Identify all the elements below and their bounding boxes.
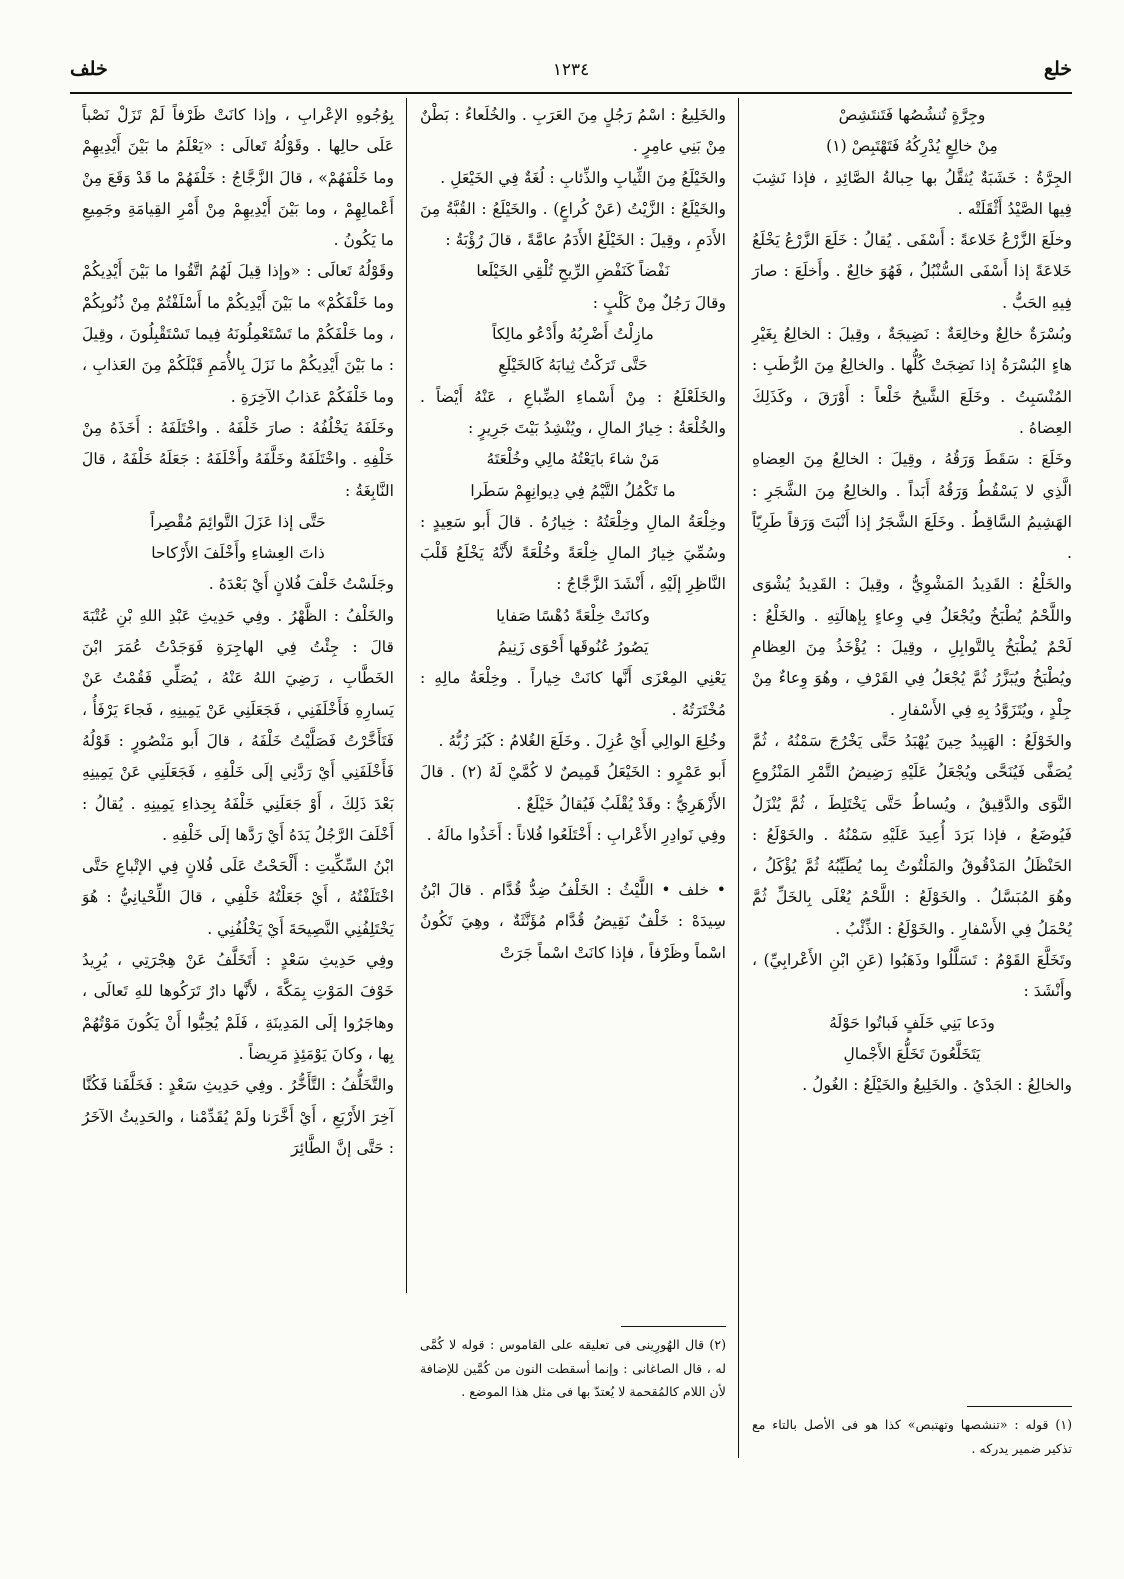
verse-line: يَتَخَلَّعُونَ تَخَلُّعَ الأَجْمالِ <box>843 1044 981 1063</box>
verse-line: مازِلْتُ أَضْرِبُهُ وأَدْعُو مالِكاً <box>492 325 654 344</box>
paragraph: وقالَ رَجُلٌ مِنْ كَلْبٍ : <box>592 293 726 312</box>
verse-line: حَتَّى تَرَكْتُ ثِيابَهُ كَالخَيْلَعِ <box>498 356 648 375</box>
paragraph: والخالِعُ : الجَدْيُ . والخَلِيعُ والخَيْلَعُ : الغُولُ . <box>802 1076 1072 1095</box>
paragraph: والخَلِيعُ : اسْمُ رَجُلٍ مِنَ العَرَبِ . والخُلَعاءُ : بَطْنٌ مِنْ بَنِي عامِرٍ . <box>420 106 726 156</box>
verse-line: ما تَكْمُلُ التَّيْمُ فِي دِيوانِهِمْ سَطَرا <box>470 481 676 500</box>
paragraph: يَعْنِي المِعْزَى أَنَّها كانَتْ خِياراً . وخِلْعَةُ مالِهِ : مُخْتَرَتُهُ . <box>420 669 726 719</box>
headword-left: خلف <box>70 58 108 80</box>
verse-line: حَتَّى إذا عَزَلَ التَّوائِمَ مُقْصِراً <box>150 512 326 531</box>
paragraph: والتَّخَلُّفُ : التَّأَخُّرُ . وفِي حَدِيثِ سَعْدٍ : فَخَلَّفَنا فَكُنَّا آخِرَ الأَرْبَعِ ، أَيْ أَخَّرَنا ولَمْ يُقَدِّمْنا ، والحَدِيثُ الآخَرُ : حَتَّى إنَّ الطَّائِرَ <box>82 1076 394 1157</box>
paragraph: وفِي حَدِيثِ سَعْدٍ : أَتَخَلَّفُ عَنْ هِجْرَتِي ، يُرِيدُ خَوْفَ المَوْتِ بِمَكَّةَ ، لأَنَّها دارٌ تَرَكُوها للهِ تَعالَى ، وهاجَرُوا إلَى المَدِينَةِ ، فَلَمْ يُحِبُّوا أَنْ يَكُونَ مَوْتُهُمْ بِها ، وكانَ يَوْمَئِذٍ مَرِيضاً . <box>82 951 394 1063</box>
footnote: (٢) قال الهُورِينى فى تعليقه على القاموس : قوله لا كُمَّى له ، قال الصاغانى : وإنما أسقطت النون من كُمَّين للإضافة لأن اللام كالمُقحمة لا يُعتدّ بها فى مثل هذا الموضع . <box>420 1337 726 1399</box>
footnote: (١) قوله : «تنشصها وتهتبص» كذا هو فى الأصل بالتاء مع تذكير ضمير يدركه . <box>752 1417 1072 1456</box>
column-left <box>82 100 394 1164</box>
column-right <box>752 100 1072 1102</box>
paragraph: والخَوْلَعُ : الهَبِيدُ حِينَ يُهْبَدُ حَتَّى يَخْرُجَ سَمْنُهُ ، ثُمَّ يُصَفَّى فَيُنَحَّى ويُجْعَلُ عَلَيْهِ رَضِيضُ التَّمْرِ المَنْزُوعِ النَّوَى والدَّقِيقُ ، ويُساطُ حَتَّى يَخْتَلِطَ ، ثُمَّ يُنْزَلُ فَيُوضَعُ ، فإذا بَرَدَ أُعِيدَ عَلَيْهِ سَمْنُهُ . والخَوْلَعُ : الحَنْظَلُ المَدْقُوقُ والمَلْتُوتُ بِما يُطَيِّبُهُ ثُمَّ يُؤْكَلُ ، وهُوَ المُبَسَّلُ . والخَوْلَعُ : اللَّحْمُ يُغْلَى بِالخَلِّ ثُمَّ يُحْمَلُ فِي الأَسْفارِ . والخَوْلَعُ : الذِّئْبُ . <box>752 731 1072 938</box>
paragraph: ابْنُ السِّكِّيتِ : أَلْحَحْتُ عَلَى فُلانٍ فِي الإتْباعِ حَتَّى اخْتَلَفْتُهُ ، أَيْ جَعَلْتُهُ خَلْفِي ، قالَ اللِّحْيانِيُّ : هُوَ يَخْتَلِفُنِي النَّصِيحَةَ أَيْ يَخْلُفُنِي . <box>82 857 394 938</box>
paragraph: أَبو عَمْرٍو : الخَيْعَلُ قَمِيصٌ لا كُمَّيْ لَهُ (٢) . قالَ الأَزْهَرِيُّ : وقَدْ يُقْلَبُ فَيُقالُ خَيْلَعٌ . <box>420 763 726 813</box>
footnotes-right <box>752 1400 1072 1460</box>
paragraph: وجَلَسْتُ خَلْفَ فُلانٍ أَيْ بَعْدَهُ . <box>208 575 394 594</box>
paragraph: وقَوْلُهُ تَعالَى : «وإذا قِيلَ لَهُمُ اتَّقُوا ما بَيْنَ أَيْدِيكُمْ وما خَلْفَكُمْ» ما بَيْنَ أَيْدِيكُمْ ما أَسْلَفْتُمْ مِنْ ذُنُوبِكُمْ ، وما خَلْفَكُمْ ما تَسْتَعْمِلُونَهُ فِيما تَسْتَقْبِلُونَ ، وقِيلَ : ما بَيْنَ أَيْدِيكُمْ ما نَزَلَ بِالأُمَمِ قَبْلَكُمْ مِنَ العَذابِ ، وما خَلْفَكُمْ عَذابُ الآخِرَةِ . <box>82 262 394 406</box>
column-divider-left <box>406 98 407 1293</box>
paragraph: الجِرَّةُ : خَشَبَةٌ يُثقَّلُ بها حِبالةُ الصَّائِدِ ، فإذا نَشِبَ فِيها الصَّيْدُ أَثْقَلَتْه . <box>752 168 1072 218</box>
verse-line: ودَعا بَنِي خَلَفٍ فَباتُوا حَوْلَهُ <box>829 1013 995 1032</box>
paragraph: والخَلْعُ : القَدِيدُ المَشْوِيُّ ، وقِيلَ : القَدِيدُ يُشْوَى واللَّحْمُ يُطْبَخُ ويُجْعَلُ فِي وِعاءٍ بِإهالَتِهِ . والخَلْعُ : لَحْمٌ يُطْبَخُ بِالتَّوابِلِ ، وقِيلَ : يُؤْخَذُ مِنَ العِظامِ ويُطْبَخُ ويُبَزَّرُ ثُمَّ يُجْعَلُ فِي القَرْفِ ، وهُوَ وِعاءٌ مِنْ جِلْدٍ ، ويُتَزَوَّدُ بِهِ فِي الأَسْفارِ . <box>752 575 1072 719</box>
page-header <box>70 52 1072 92</box>
paragraph: والخَيْلَعُ مِنَ الثِّيابِ والذِّئابِ : لُغَةٌ فِي الخَيْعَلِ . <box>440 168 726 187</box>
paragraph: وخُلِعَ الوالِي أَيْ عُزِلَ . وخَلَعَ الغُلامُ : كَبُرَ زُبُّهُ . <box>438 731 726 750</box>
column-middle <box>420 100 726 969</box>
paragraph: وفِي نَوادِرِ الأَعْرابِ : أَخْتَلَعُوا فُلاناً : أَخَذُوا مالَهُ . <box>426 825 726 844</box>
verse-line: نَفْضاً كَنَفْضِ الرِّيحِ تُلْقِي الخَيْلَعا <box>476 262 670 281</box>
paragraph: وخِلْعَةُ المالِ وخِلْعَتُهُ : خِيارُهُ . قالَ أَبو سَعِيدٍ : وسُمِّيَ خِيارُ المالِ خِلْعَةً وخُلْعَةً لأَنَّهُ يَخْلَعُ قَلْبَ النَّاظِرِ إلَيْهِ ، أَنْشَدَ الزَّجَّاجُ : <box>420 512 726 594</box>
paragraph: والخَيْلَعُ : الزَّيْتُ (عَنْ كُراعٍ) . والخَيْلَعُ : القُبَّةُ مِنَ الأَدَمِ ، وقِيلَ : الخَيْلَعُ الأَدَمُ عامَّةً ، قالَ رُؤْبَةُ : <box>420 199 726 250</box>
paragraph: وبُسْرَةٌ خالِعٌ وخالِعَةٌ : نَضِيجَةٌ ، وقِيلَ : الخالِعُ بِغَيْرِ هاءٍ البُسْرَةُ إذا نَضِجَتْ كُلُّها . والخالِعُ مِنَ الرُّطَبِ : المُنْسَبِتُ . وخَلَعَ الشَّيحُ خَلْعاً : أَوْرَقَ ، وكَذَلِكَ العِضاهُ . <box>752 325 1072 437</box>
column-divider-right <box>738 98 739 1458</box>
paragraph: بِوُجُوهِ الإعْرابِ ، وإذا كانَتْ ظَرْفاً لَمْ تَزَلْ نَصْباً عَلَى حالِها . وقَوْلُهُ تَعالَى : «يَعْلَمُ ما بَيْنَ أَيْدِيهِمْ وما خَلْفَهُمْ» ، قالَ الزَّجَّاجُ : خَلْفَهُمْ ما قَدْ وَقَعَ مِنْ أَعْمالِهِمْ ، وما بَيْنَ أَيْدِيهِمْ مِنْ أَمْرِ القِيامَةِ وجَمِيعِ ما يَكُونُ . <box>82 106 394 250</box>
verse-line: مِنْ خالِعٍ يُدْرِكُهُ فَتَهْتَبِصْ (١) <box>826 137 998 156</box>
paragraph: وخَلَفَهُ يَخْلُفُهُ : صارَ خَلْفَهُ . واخْتَلَفَهُ : أَخَذَهُ مِنْ خَلْفِهِ . واخْتَلَفَهُ وخَلَّفَهُ وأَخْلَفَهُ : جَعَلَهُ خَلْفَهُ ، قالَ النَّابِغَةُ : <box>82 418 394 500</box>
footnote-rule <box>967 1406 1072 1407</box>
paragraph: والخَلْفُ : الظَّهْرُ . وفِي حَدِيثِ عَبْدِ اللهِ بْنِ عُتْبَةَ قالَ : جِئْتُ فِي الهاجِرَةِ فَوَجَدْتُ عُمَرَ ابْنَ الخَطَّابِ ، رَضِيَ اللهُ عَنْهُ ، يُصَلِّي فَقُمْتُ عَنْ يَسارِهِ فَأَخْلَفَنِي ، فَجَعَلَنِي عَنْ يَمِينِهِ ، فَجاءَ يَرْفَأُ ، فَتَأَخَّرْتُ فَصَلَّيْتُ خَلْفَهُ ، قالَ أَبو مَنْصُورٍ : قَوْلُهُ فَأَخْلَفَنِي أَيْ رَدَّنِي إلَى خَلْفِهِ ، فَجَعَلَنِي عَنْ يَمِينِهِ بَعْدَ ذَلِكَ ، أَوْ جَعَلَنِي خَلْفَهُ بِحِذاءِ يَمِينِهِ . يُقالُ : أَخْلَفَ الرَّجُلُ يَدَهُ أَيْ رَدَّها إلَى خَلْفِهِ . <box>82 606 394 844</box>
verse-line: وجِرَّةٍ تُنشُصُها فَتَنتَشِصْ <box>838 106 986 124</box>
page-number: ١٢٣٤ <box>552 60 590 80</box>
header-rule <box>70 92 1072 94</box>
verse-line: يَصُورُ عُنُوقَها أَحْوَى زَنِيمُ <box>497 638 649 657</box>
verse-line: ذاتَ العِشاءِ وأَخْلَفَ الأَرْكاحا <box>151 544 325 563</box>
headword-right: خلع <box>1043 58 1072 80</box>
verse-line: مَنْ شاءَ بايَعْتُهُ مالِي وخُلْعَتَهُ <box>486 450 660 469</box>
entry-khalaf: • خلف • اللَّيْثُ : الخَلْفُ ضِدُّ قُدَّام . قالَ ابْنُ سِيدَهْ : خَلْفٌ نَقِيضُ قُدَّام مُؤَنَّثَةٌ ، وهِيَ تَكُونُ اسْماً وظَرْفاً ، فإذا كانَتْ اسْماً جَرَتْ <box>420 881 726 962</box>
verse-line: وكانَتْ خِلْعَةً دُهْسًا صَفايا <box>496 606 650 625</box>
paragraph: وخَلَعَ : سَقَطَ وَرَقُهُ ، وقِيلَ : الخالِعُ مِنَ العِضاهِ الَّذِي لا يَسْقُطُ وَرَقُهُ أَبَداً . والخالِعُ مِنَ الشَّجَرِ : الهَشِيمُ السَّاقِطُ . وخَلَعَ الشَّجَرُ إذا أَنْبَتَ وَرَقاً طَرِيّاً . <box>752 450 1072 563</box>
paragraph: وخلَعَ الزَّرْعُ خَلاعةً : أَسْفَى . يُقالُ : خَلَعَ الزَّرْعُ يَخْلَعُ خَلاعَةً إذا أَسْفَى السُّنْبُلُ ، فَهُوَ خالِعٌ . وأَخلَعَ : صارَ فِيهِ الحَبُّ . <box>752 231 1072 312</box>
footnote-rule <box>621 1326 726 1327</box>
footnotes-middle <box>420 1320 726 1404</box>
paragraph: وتَخَلَّعَ القَوْمُ : تَسَلَّلُوا وذَهَبُوا (عَنِ ابْنِ الأَعْرابِيِّ) ، وأَنْشَدَ : <box>752 951 1072 1001</box>
paragraph: والخَلَعْلَعُ : مِنْ أَسْماءِ الضِّباعِ ، عَنْهُ أَيْضاً . والخُلْعَةُ : خِيارُ المالِ ، ويُنْشِدُ بَيْتَ جَرِيرٍ : <box>420 387 726 437</box>
